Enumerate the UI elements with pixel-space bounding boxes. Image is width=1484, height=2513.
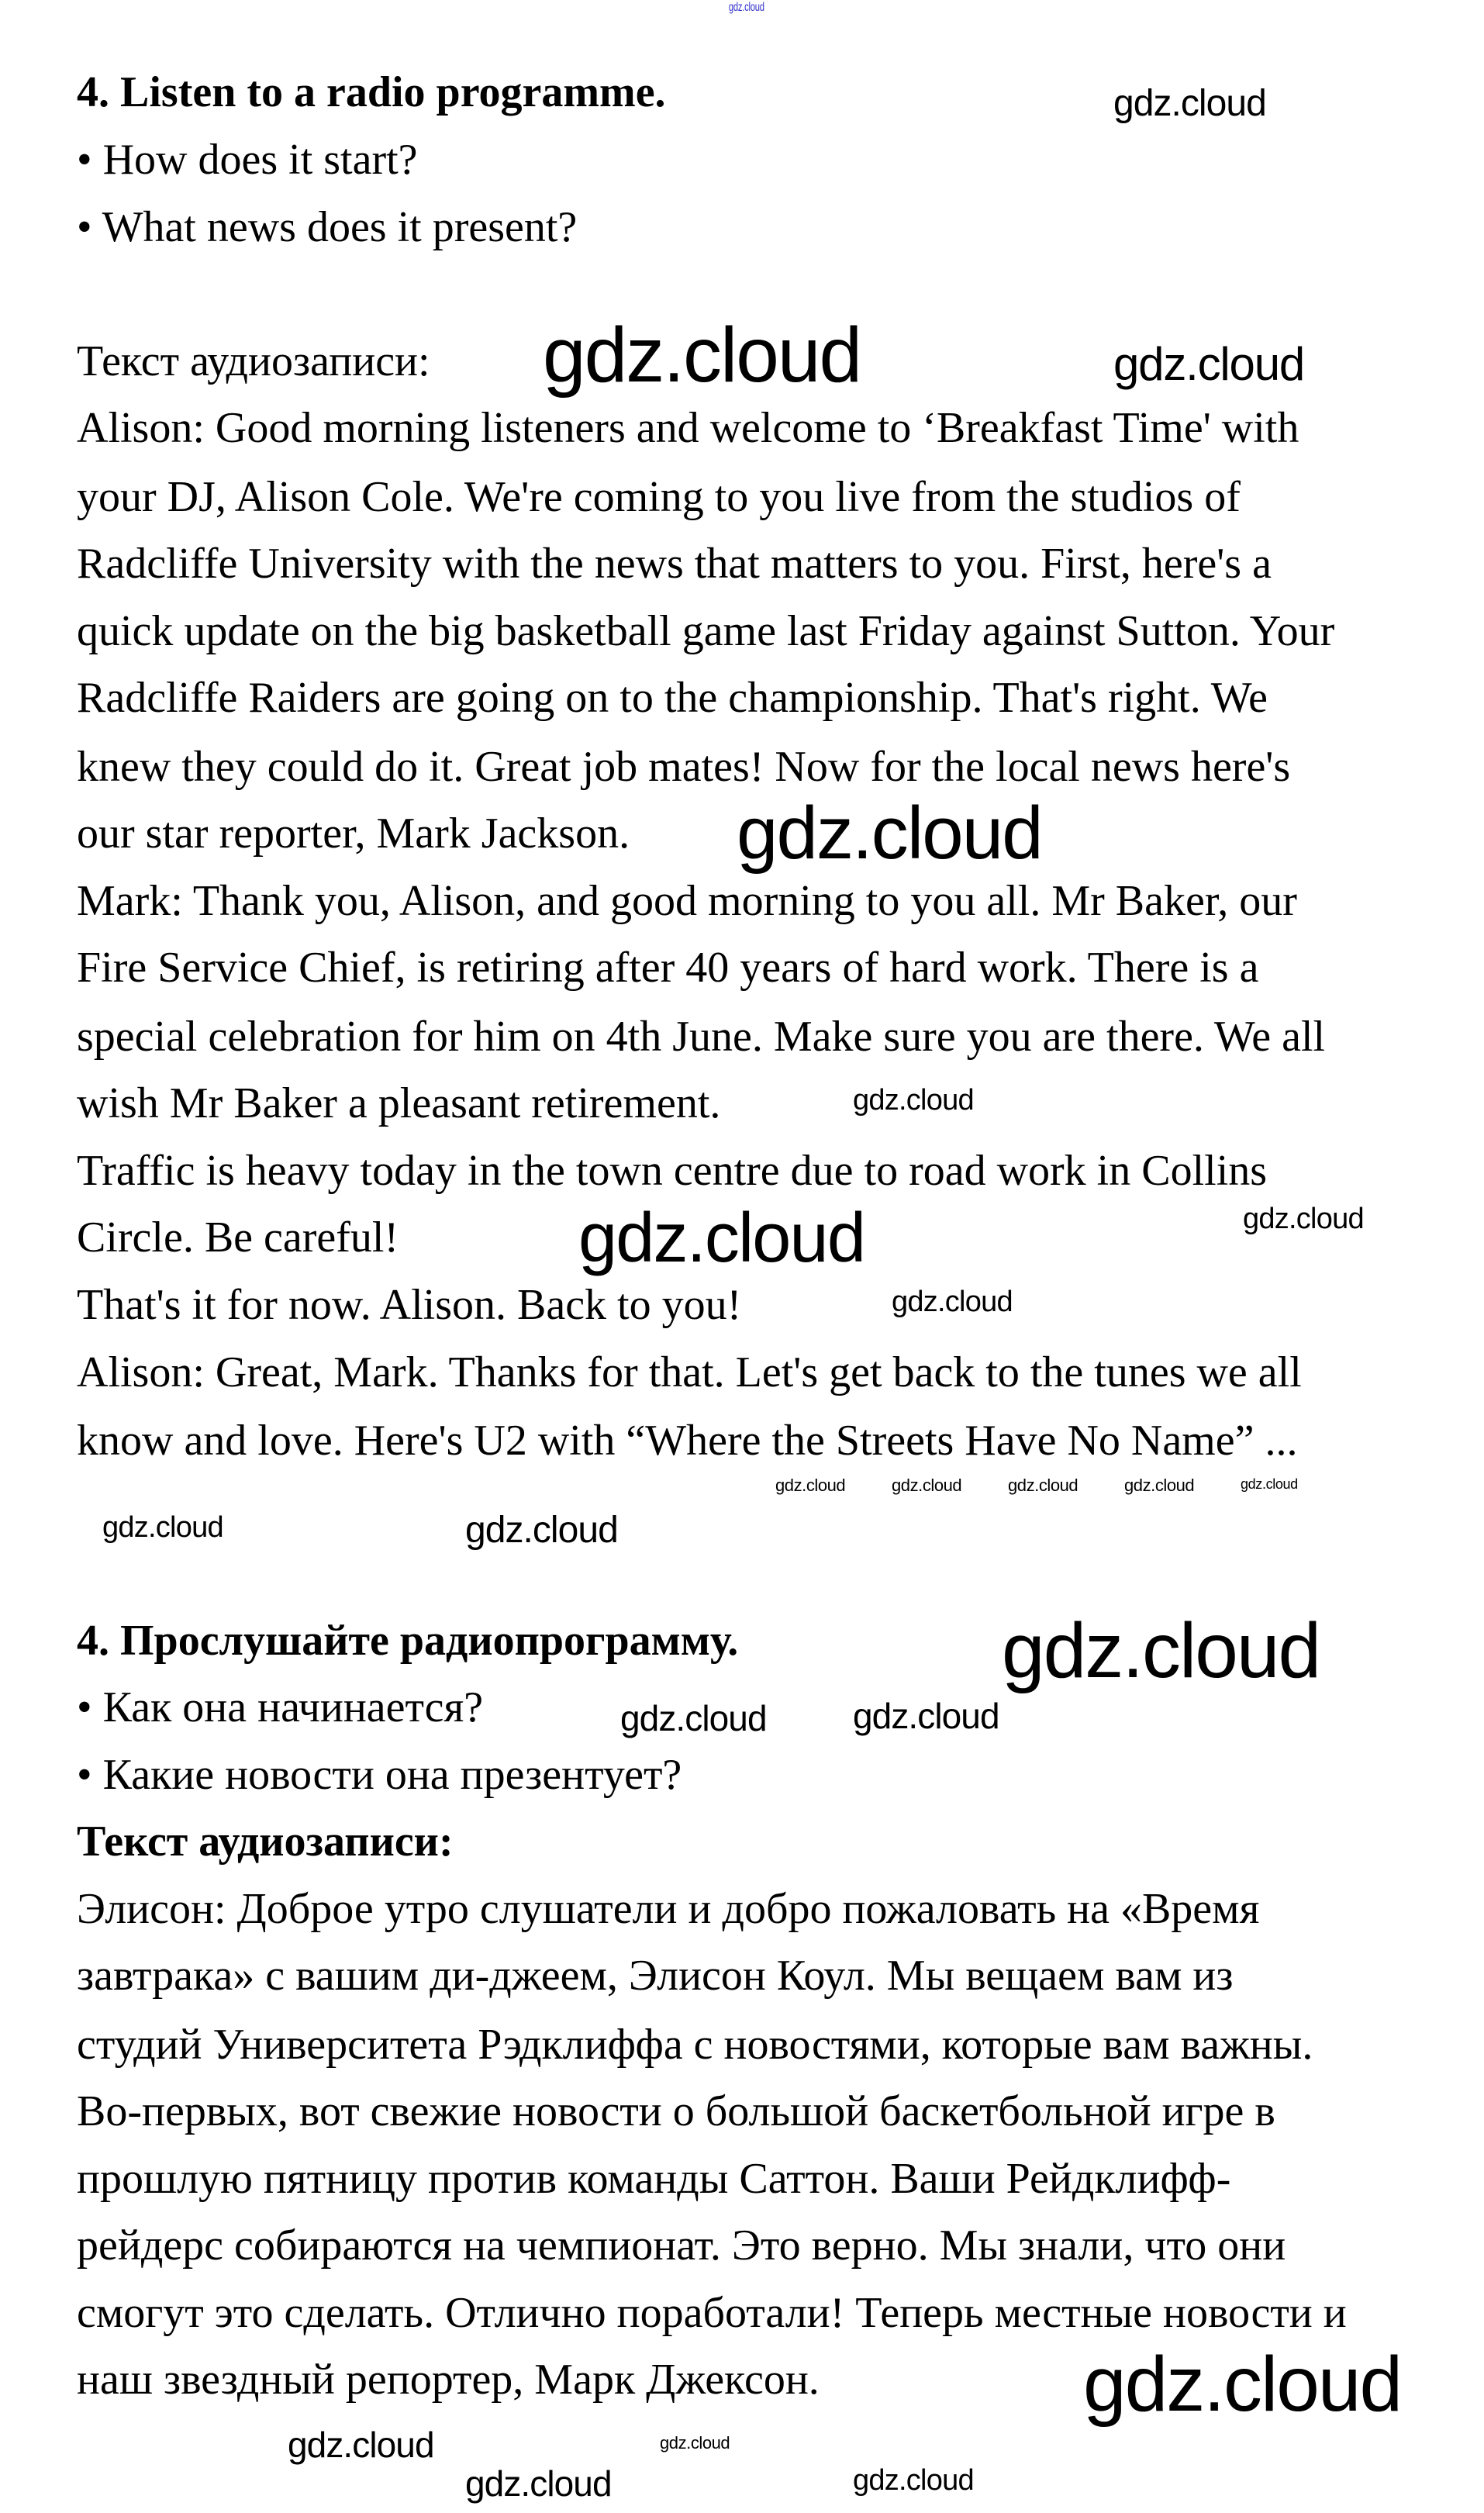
exercise-title: 4. Listen to a radio programme.: [77, 68, 666, 116]
question-bullet-ru: • Как она начинается?: [77, 1683, 484, 1731]
watermark: gdz.cloud: [892, 1286, 1013, 1318]
watermark: gdz.cloud: [1008, 1476, 1078, 1495]
transcript-line-ru: Во-первых, вот свежие новости о большой баскетбольной игре в: [77, 2087, 1275, 2135]
transcript-line-ru: студий Университета Рэдклиффа с новостями, которые вам важны.: [77, 2021, 1313, 2069]
transcript-line: Radcliffe University with the news that matters to you. First, here's a: [77, 540, 1272, 588]
watermark: gdz.cloud: [660, 2433, 730, 2453]
watermark: gdz.cloud: [1083, 2341, 1402, 2428]
transcript-line: Circle. Be careful!: [77, 1213, 399, 1262]
transcript-label-ru: Текст аудиозаписи:: [77, 1817, 454, 1866]
transcript-line: Fire Service Chief, is retiring after 40 years of hard work. There is a: [77, 944, 1259, 992]
watermark: gdz.cloud: [1113, 338, 1305, 390]
transcript-label: Текст аудиозаписи:: [77, 337, 430, 385]
watermark: gdz.cloud: [775, 1476, 846, 1495]
transcript-line: quick update on the big basketball game last Friday against Sutton. Your: [77, 607, 1335, 655]
transcript-line: Traffic is heavy today in the town centre due to road work in Collins: [77, 1147, 1268, 1195]
watermark: gdz.cloud: [1002, 1607, 1320, 1694]
watermark: gdz.cloud: [853, 1696, 999, 1736]
watermark: gdz.cloud: [853, 2464, 974, 2497]
watermark: gdz.cloud: [853, 1084, 974, 1117]
watermark: gdz.cloud: [892, 1476, 962, 1495]
watermark: gdz.cloud: [465, 2463, 612, 2504]
transcript-line-ru: смогут это сделать. Отлично поработали! Теперь местные новости и: [77, 2289, 1347, 2337]
transcript-line-ru: Элисон: Доброе утро слушатели и добро пожаловать на «Время: [77, 1885, 1260, 1933]
watermark: gdz.cloud: [1124, 1476, 1195, 1495]
transcript-line-ru: завтрака» с вашим ди-джеем, Элисон Коул. Мы вещаем вам из: [77, 1952, 1234, 2000]
transcript-line: wish Mr Baker a pleasant retirement.: [77, 1079, 721, 1127]
watermark: gdz.cloud: [1241, 1476, 1298, 1492]
transcript-line-ru: рейдерс собираются на чемпионат. Это верно. Мы знали, что они: [77, 2221, 1286, 2270]
watermark: gdz.cloud: [1113, 83, 1266, 124]
transcript-line: special celebration for him on 4th June. Make sure you are there. We all: [77, 1013, 1326, 1061]
watermark: gdz.cloud: [737, 792, 1042, 875]
transcript-line: our star reporter, Mark Jackson.: [77, 809, 630, 858]
watermark: gdz.cloud: [543, 312, 861, 399]
transcript-line: That's it for now. Alison. Back to you!: [77, 1281, 742, 1329]
transcript-line: Alison: Good morning listeners and welcome to ‘Breakfast Time' with: [77, 404, 1299, 452]
transcript-line: your DJ, Alison Cole. We're coming to you live from the studios of: [77, 473, 1241, 521]
question-bullet: • What news does it present?: [77, 203, 578, 251]
exercise-title-ru: 4. Прослушайте радиопрограмму.: [77, 1617, 739, 1665]
watermark: gdz.cloud: [102, 1511, 223, 1544]
watermark: gdz.cloud: [1243, 1203, 1364, 1235]
transcript-line: know and love. Here's U2 with “Where the Streets Have No Name” ...: [77, 1417, 1298, 1465]
watermark: gdz.cloud: [728, 1, 764, 14]
watermark: gdz.cloud: [288, 2425, 434, 2465]
watermark: gdz.cloud: [465, 1510, 618, 1551]
transcript-line: knew they could do it. Great job mates! Now for the local news here's: [77, 743, 1291, 791]
transcript-line: Radcliffe Raiders are going on to the championship. That's right. We: [77, 674, 1268, 722]
transcript-line: Mark: Thank you, Alison, and good morning to you all. Mr Baker, our: [77, 877, 1297, 925]
transcript-line: Alison: Great, Mark. Thanks for that. Let's get back to the tunes we all: [77, 1348, 1302, 1396]
question-bullet: • How does it start?: [77, 136, 418, 184]
transcript-line-ru: прошлую пятницу против команды Саттон. Ваши Рейдклифф-: [77, 2155, 1231, 2203]
watermark: gdz.cloud: [620, 1698, 767, 1738]
watermark: gdz.cloud: [578, 1200, 865, 1277]
transcript-line-ru: наш звездный репортер, Марк Джексон.: [77, 2356, 820, 2404]
question-bullet-ru: • Какие новости она презентует?: [77, 1751, 682, 1799]
